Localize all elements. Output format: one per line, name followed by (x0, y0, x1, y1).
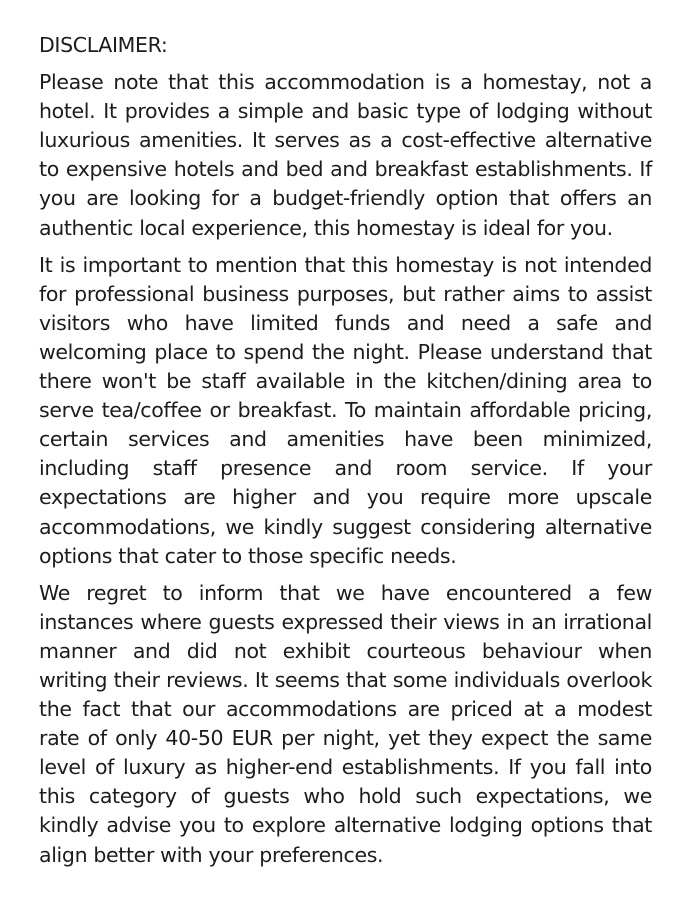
disclaimer-paragraph-services: It is important to mention that this homestay is not intended for professional business purposes, but rather aims to assist visitors who have limited funds and need a safe and welcoming place to spend the night. Please understand that there won't be staff available in the kitchen/dining area to serve tea/coffee or breakfast. To maintain affordable pricing, certain services and amenities have been minimized, including staff presence and room service. If your expectations are higher and you require more upscale accommodations, we kindly suggest considering alternative options that cater to those specific needs. (39, 252, 652, 568)
disclaimer-paragraph-homestay: Please note that this accommodation is a homestay, not a hotel. It provides a simple and basic type of lodging without luxurious amenities. It serves as a cost-effective alternative to expensive hotels and bed and breakfast establishments. If you are looking for a budget-friendly option that offers an authentic local experience, this homestay is ideal for you. (39, 70, 652, 240)
disclaimer-paragraph-reviews: We regret to inform that we have encountered a few instances where guests expressed their views in an irrational manner and did not exhibit courteous behaviour when writing their reviews. It seems that some individuals overlook the fact that our accommodations are priced at a modest rate of only 40-50 EUR per night, yet they expect the same level of luxury as higher-end establishments. If you fall into this category of guests who hold such expectations, we kindly advise you to explore alternative lodging options that align better with your preferences. (39, 580, 652, 867)
disclaimer-document (39, 31, 652, 870)
disclaimer-heading: DISCLAIMER: (39, 33, 168, 57)
